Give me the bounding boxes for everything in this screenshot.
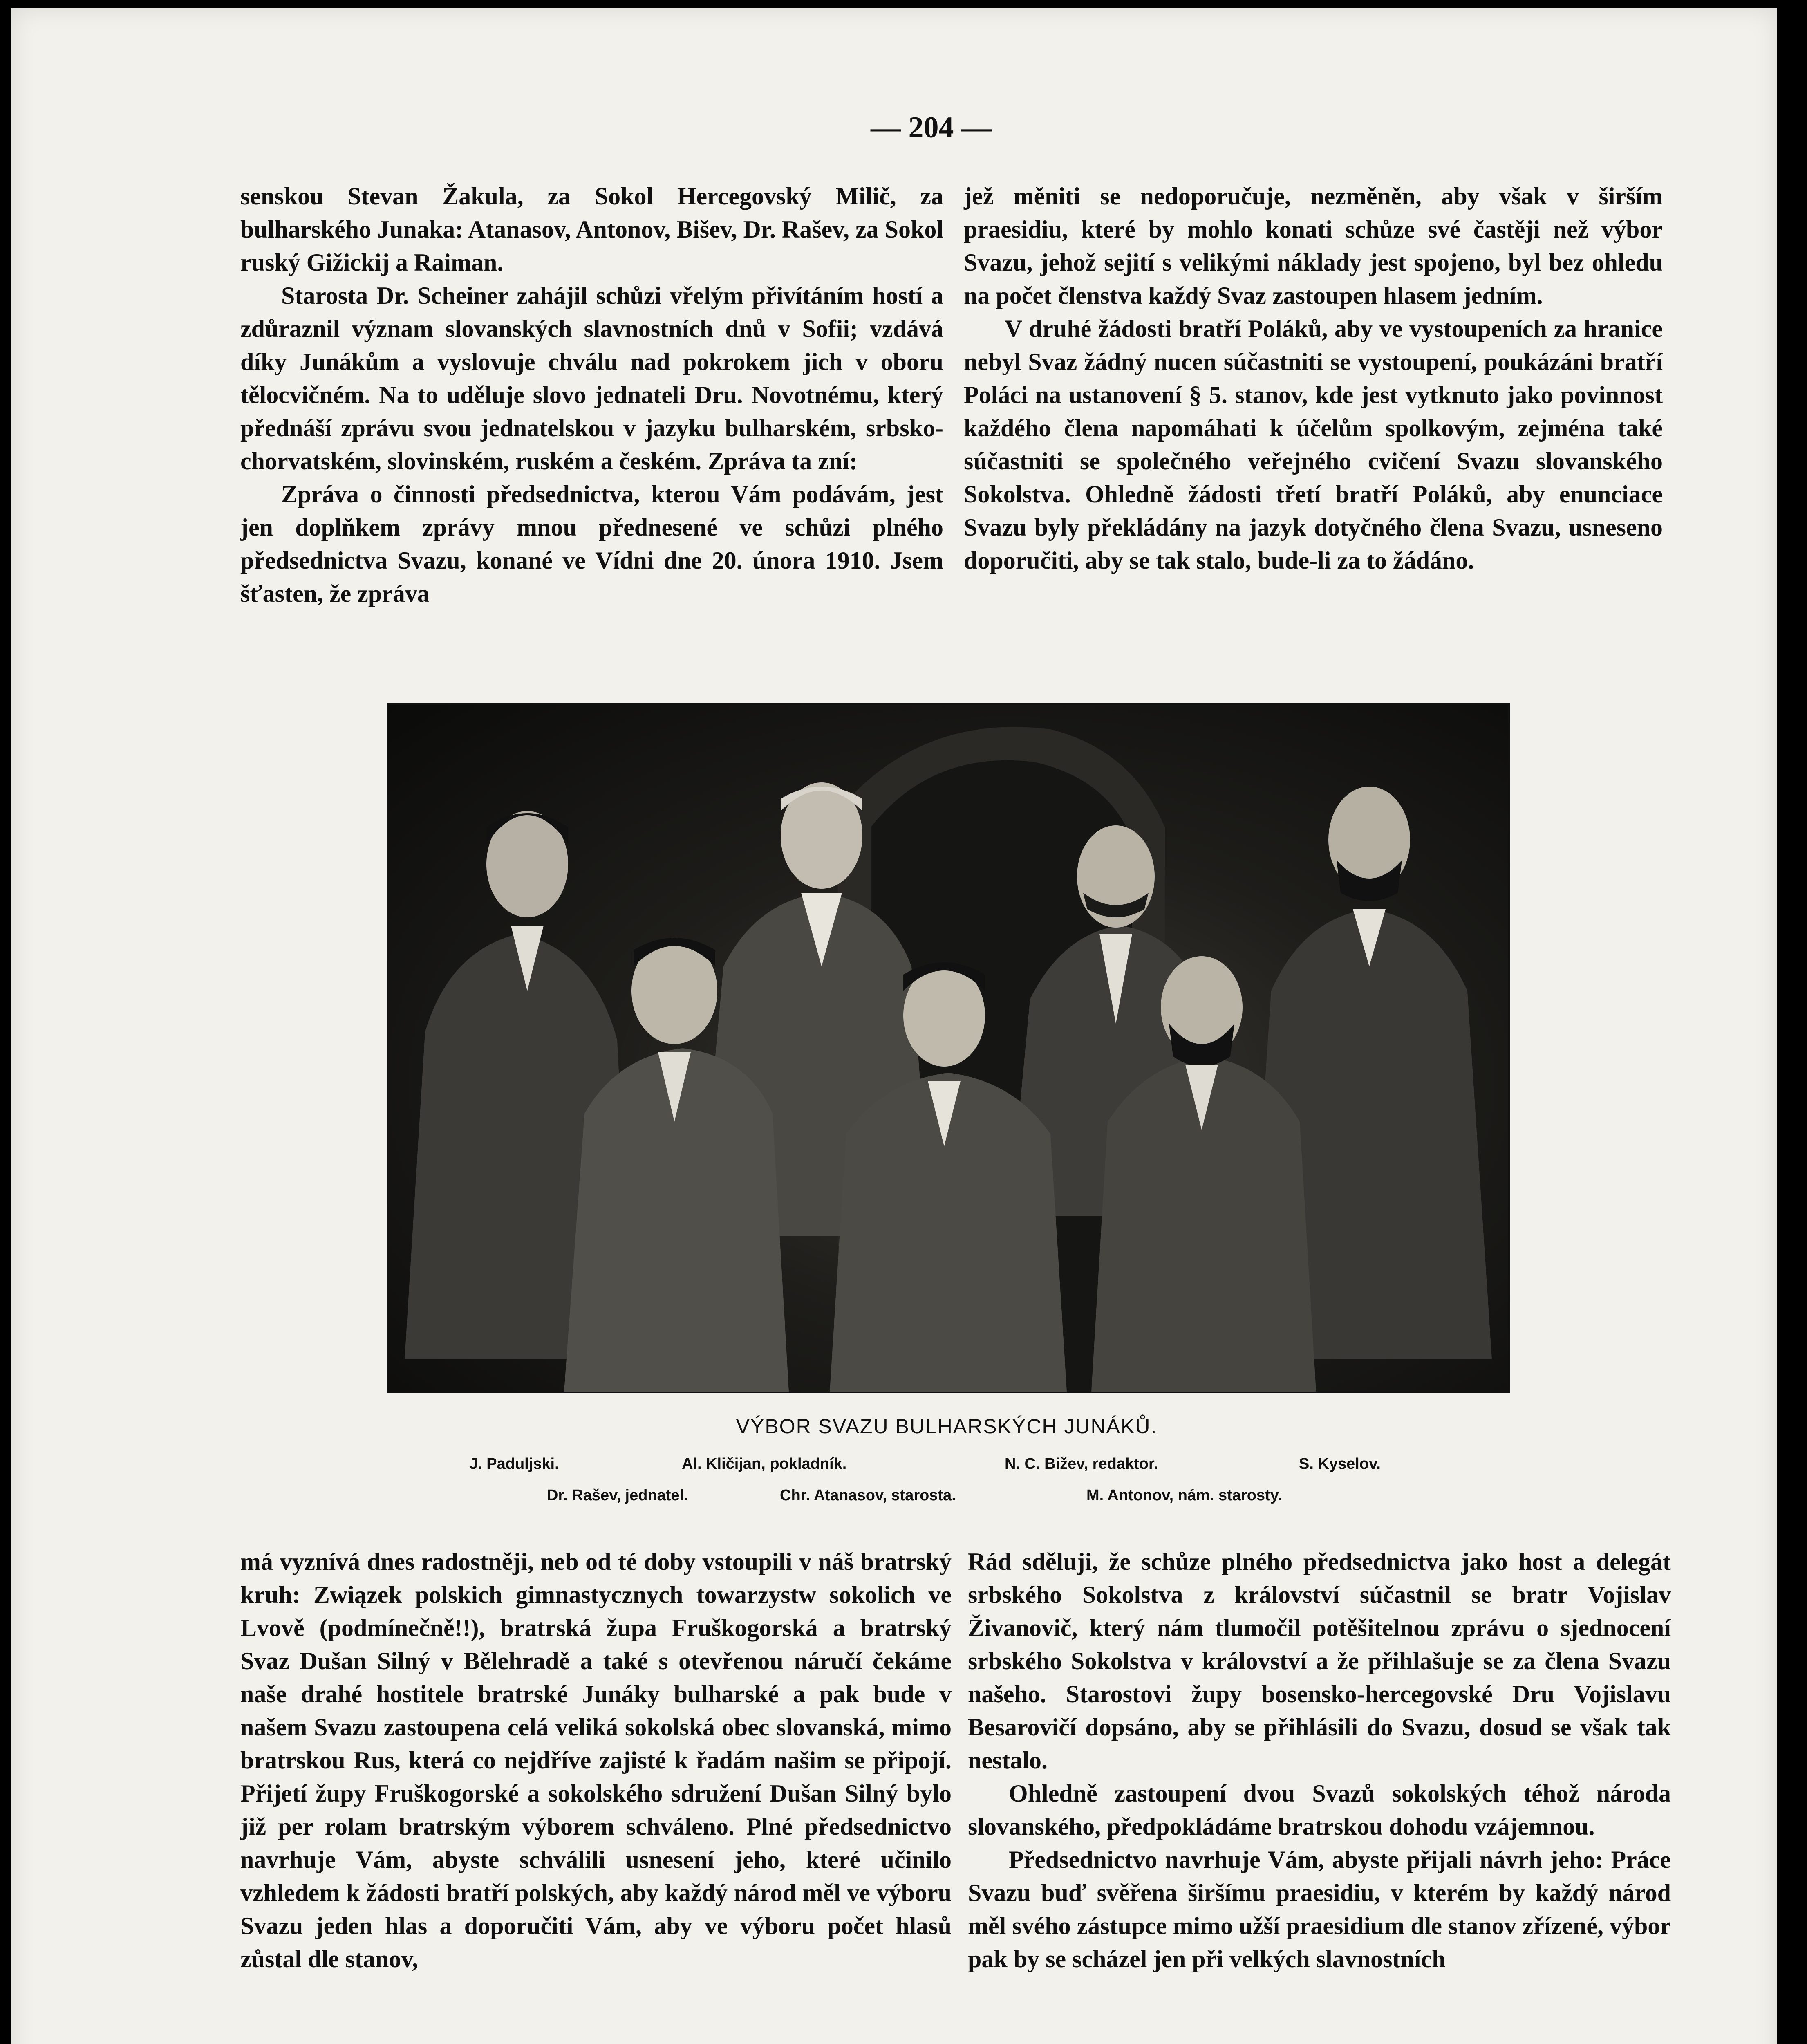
paragraph: V druhé žádosti bratří Poláků, aby ve vystoupeních za hranice nebyl Svaz žádný nucen súčastniti se vystoupení, poukázáni bratří Poláci na ustanovení § 5. stanov, kde jest vytknuto jako povinnost každého člena napomáhati k účelům spolkovým, zejména také súčastniti se společného veřejného cvičení Svazu slovanského Sokolstva. Ohledně žádosti třetí bratří Poláků, aby enunciace Svazu byly překládány na jazyk dotyčného člena Svazu, usneseno doporučiti, aby se tak stalo, bude-li za to žádáno. [964, 315, 1663, 574]
text-column-bottom-left [240, 1545, 952, 1976]
paragraph: senskou Stevan Žakula, za Sokol Hercegovský Milič, za bulharského Junaka: Atanasov, Antonov, Bišev, Dr. Rašev, za Sokol ruský Gižickij a Raiman. [240, 183, 943, 276]
photo-caption-title: VÝBOR SVAZU BULHARSKÝCH JUNÁKŮ. [736, 1415, 1158, 1438]
page-number: — 204 — [871, 111, 992, 144]
caption-name: Dr. Rašev, jednatel. [547, 1487, 688, 1504]
group-photo-illustration [388, 705, 1508, 1392]
paragraph: Předsednictvo navrhuje Vám, abyste přijali návrh jeho: Práce Svazu buď svěřena širšímu praesidiu, v kterém by každý národ měl svého zástupce mimo užší praesidium dle stanov zřízené, výbor pak by se scházel jen při velkých slavnostních [968, 1846, 1671, 1972]
page [11, 8, 1777, 2044]
text-column-top-right [964, 180, 1663, 577]
paragraph: má vyznívá dnes radostněji, neb od té doby vstoupili v náš bratrský kruh: Związek polskich gimnastycznych towarzystw sokolich ve Lvově (podmínečně!!), bratrská župa Fruškogorská a bratrský Svaz Dušan Silný v Bělehradě a také s otevřenou náručí čekáme naše drahé hostitele bratrské Junáky bulharské a pak bude v našem Svazu zastoupena celá veliká sokolská obec slovanská, mimo bratrskou Rus, která co nejdříve zajisté k řadám našim se připojí. Přijetí župy Fruškogorské a sokolského sdružení Dušan Silný bylo již per rolam bratrským výborem schváleno. Plné předsednictvo navrhuje Vám, abyste schválili usnesení jeho, které učinilo vzhledem k žádosti bratří polských, aby každý národ měl ve výboru Svazu jeden hlas a doporučiti Vám, aby ve výboru počet hlasů zůstal dle stanov, [240, 1548, 952, 1972]
paragraph: Zpráva o činnosti předsednictva, kterou Vám podávám, jest jen doplňkem zprávy mnou přednesené ve schůzi plného předsednictva Svazu, konané ve Vídni dne 20. února 1910. Jsem šťasten, že zpráva [240, 481, 943, 607]
caption-name: S. Kyselov. [1299, 1455, 1381, 1472]
paragraph: Starosta Dr. Scheiner zahájil schůzi vřelým přivítáním hostí a zdůraznil význam slovanských slavnostních dnů v Sofii; vzdává díky Junákům a vyslovuje chválu nad pokrokem jich v oboru tělocvičném. Na to uděluje slovo jednateli Dru. Novotnému, který přednáší zprávu svou jednatelskou v jazyku bulharském, srbsko-chorvatském, slovinském, ruském a českém. Zpráva ta zní: [240, 282, 943, 475]
text-column-bottom-right [968, 1545, 1671, 1976]
paragraph: Rád sděluji, že schůze plného předsednictva jako host a delegát srbského Sokolstva z království súčastnil se bratr Vojislav Živanovič, který nám tlumočil potěšitelnou zprávu o sjednocení srbského Sokolstva v království a že přihlašuje se za člena Svazu našeho. Starostovi župy bosensko-hercegovské Dru Vojislavu Besarovičí dopsáno, aby se přihlásili do Svazu, dosud se však tak nestalo. [968, 1548, 1671, 1774]
text-column-top-left [240, 180, 943, 610]
paragraph: Ohledně zastoupení dvou Svazů sokolských téhož národa slovanského, předpokládáme bratrskou dohodu vzájemnou. [968, 1780, 1671, 1840]
caption-name: J. Paduljski. [469, 1455, 559, 1472]
paragraph: jež měniti se nedoporučuje, nezměněn, aby však v širším praesidiu, které by mohlo konati schůze své častěji než výbor Svazu, jehož sejití s velikými náklady jest spojeno, byl bez ohledu na počet členstva každý Svaz zastoupen hlasem jedním. [964, 183, 1663, 309]
caption-name: Chr. Atanasov, starosta. [780, 1487, 956, 1504]
group-photograph [387, 703, 1510, 1393]
caption-name: N. C. Bižev, redaktor. [1005, 1455, 1158, 1472]
caption-name: M. Antonov, nám. starosty. [1086, 1487, 1282, 1504]
caption-name: Al. Kličijan, pokladník. [682, 1455, 847, 1472]
